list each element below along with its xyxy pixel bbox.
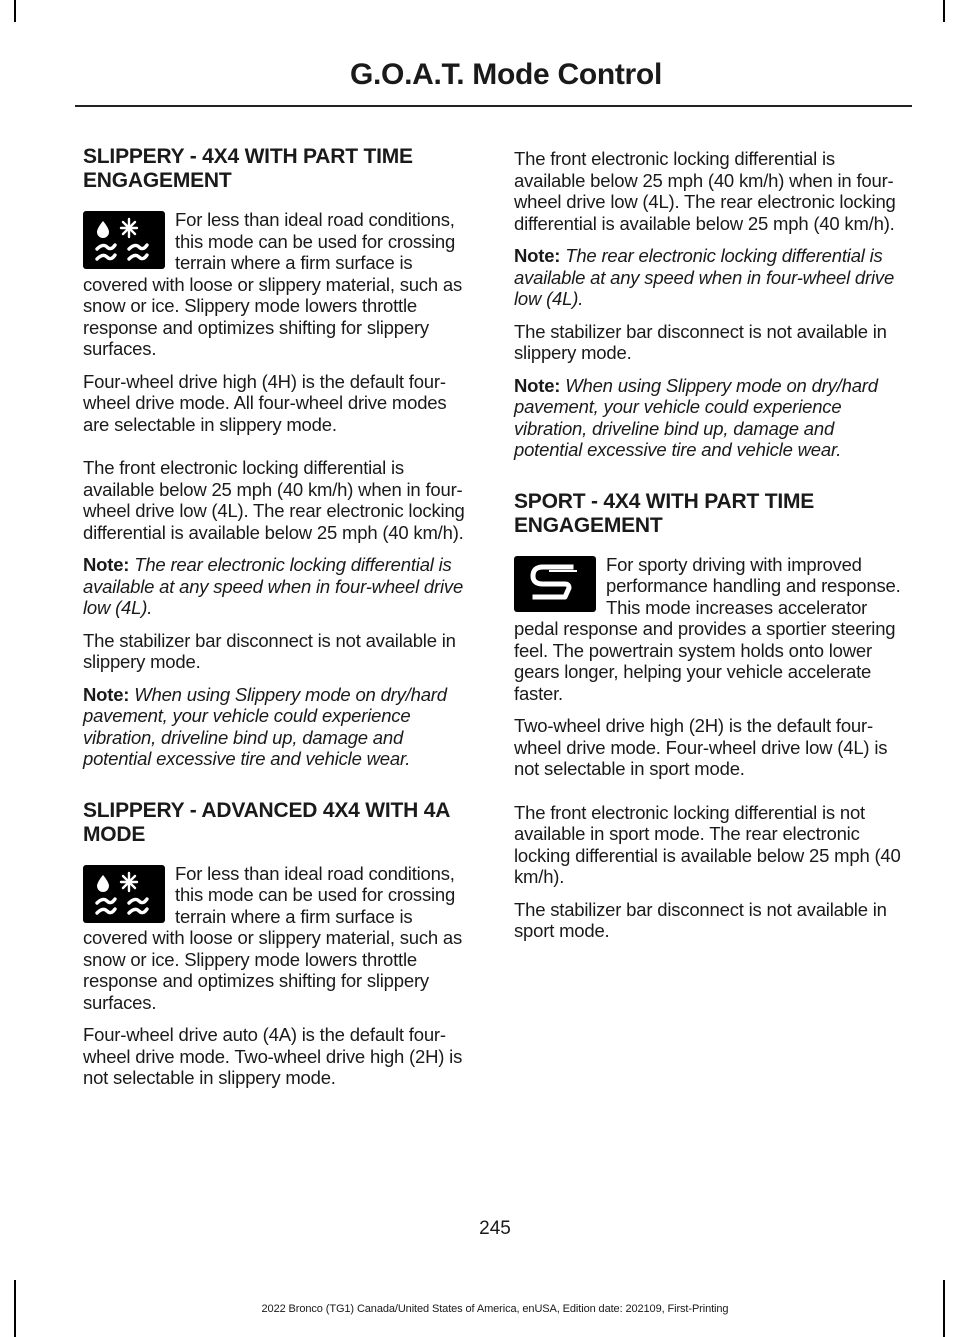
note-text: The rear electronic locking differential is available at any speed when in four-wheel drive low (4L). (514, 245, 895, 309)
section-intro-text: For less than ideal road conditions, this mode can be used for crossing terrain where a firm surface is covered with loose or slippery material, such as snow or ice. Slippery mode lowers throttle response and optimizes shifting for slippery surfaces. (83, 209, 463, 359)
paragraph: The front electronic locking differential is available below 25 mph (40 km/h) when in four-wheel drive low (4L). The rear electronic locking differential is available below 25 mph (40 km/h). (83, 457, 465, 543)
paragraph: The front electronic locking differential is not available in sport mode. The rear electronic locking differential is available below 25 mph (40 km/h). (514, 801, 901, 887)
header-rule (75, 105, 912, 107)
paragraph: The stabilizer bar disconnect is not available in slippery mode. (83, 629, 456, 672)
note-label: Note: (514, 245, 561, 266)
note-label: Note: (83, 683, 130, 705)
note (514, 375, 907, 461)
note-text: The rear electronic locking differential is available at any speed when in four-wheel drive low (4L). (83, 554, 464, 618)
section-intro-text: For less than ideal road conditions, this mode can be used for crossing terrain where a firm surface is covered with loose or slippery material, such as snow or ice. Slippery mode lowers throttle response and optimizes shifting for slippery surfaces. (83, 862, 463, 1013)
section-intro (83, 863, 476, 1014)
paragraph: Two-wheel drive high (2H) is the default four-wheel drive mode. Four-wheel drive low (4L) is not selectable in sport mode. (514, 715, 888, 779)
paragraph: The front electronic locking differential is available below 25 mph (40 km/h) when in four-wheel drive low (4L). The rear electronic locking differential is available below 25 mph (40 km/h). (514, 148, 896, 234)
paragraph: Four-wheel drive high (4H) is the default four-wheel drive mode. All four-wheel drive modes are selectable in slippery mode. (83, 370, 447, 435)
note (83, 684, 476, 770)
note-text: When using Slippery mode on dry/hard pavement, your vehicle could experience vibration, driveline bind up, damage and potential excessive tire and vehicle wear. (83, 683, 447, 769)
crop-mark (943, 0, 945, 22)
page-number: 245 (479, 1218, 511, 1239)
section-intro (83, 209, 476, 360)
section-intro-text: For sporty driving with improved performance handling and response. This mode increases accelerator pedal response and provides a sportier steering feel. The powertrain system holds onto lower gears longer, helping your vehicle accelerate faster. (514, 553, 901, 704)
page-header-title: G.O.A.T. Mode Control (349, 58, 662, 91)
note-label: Note: (514, 374, 561, 396)
paragraph: The stabilizer bar disconnect is not available in sport mode. (514, 898, 887, 941)
page-footer: 2022 Bronco (TG1) Canada/United States of America, enUSA, Edition date: 202109, First-Printing (261, 1303, 729, 1315)
section-heading-slippery-part-time: SLIPPERY - 4X4 WITH PART TIME ENGAGEMENT (83, 145, 413, 192)
note (514, 245, 907, 310)
section-heading-sport: SPORT - 4X4 WITH PART TIME ENGAGEMENT (514, 489, 815, 537)
sport-mode-icon (514, 556, 596, 612)
paragraph: The stabilizer bar disconnect is not available in slippery mode. (514, 320, 887, 363)
note (83, 554, 476, 619)
paragraph: Four-wheel drive auto (4A) is the default four-wheel drive mode. Two-wheel drive high (2H) is not selectable in slippery mode. (83, 1024, 463, 1088)
crop-mark (14, 0, 16, 22)
slippery-mode-icon (83, 865, 165, 923)
section-intro (514, 554, 907, 705)
section-heading-slippery-advanced: SLIPPERY - ADVANCED 4X4 WITH 4A MODE (83, 798, 450, 846)
right-column (514, 145, 907, 953)
note-label: Note: (83, 554, 130, 575)
left-column (83, 145, 476, 1100)
note-text: When using Slippery mode on dry/hard pavement, your vehicle could experience vibration, driveline bind up, damage and potential excessive tire and vehicle wear. (514, 374, 878, 460)
slippery-mode-icon (83, 211, 165, 269)
